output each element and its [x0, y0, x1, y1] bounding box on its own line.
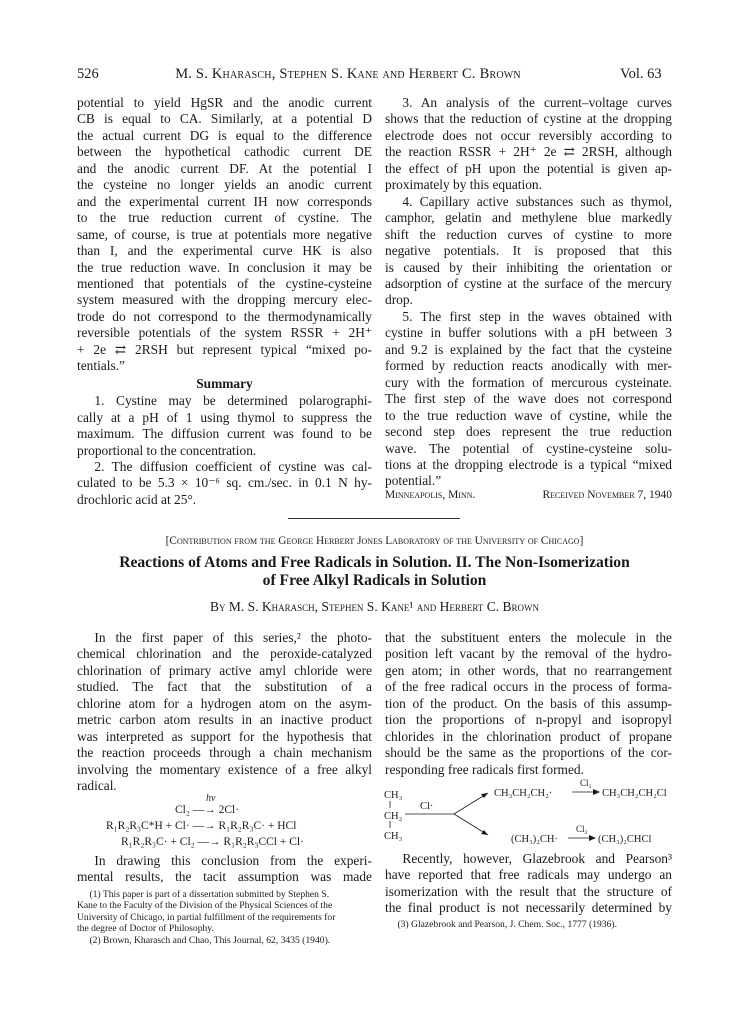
- footnote-line: (1) This paper is part of a dissertation submitted by Stephen S.: [89, 889, 330, 900]
- arrowhead-up-icon: [481, 793, 488, 798]
- article-title-line-1: Reactions of Atoms and Free Radicals in Solution. II. The Non-Isomerization: [119, 554, 630, 571]
- equation-3: R₁R₂R₃C· + Cl₂ —→ R₁R₂R₃CCl + Cl·: [121, 836, 304, 848]
- text-line: chlorides in the chlorination product of propane: [385, 728, 672, 744]
- top-left-column: [77, 95, 372, 508]
- text-line: the true reduction wave. In conclusion it may be: [77, 259, 372, 275]
- arrow-right-lower-icon: [589, 835, 596, 841]
- scheme-ch3-bottom: CH₃: [384, 831, 403, 842]
- text-line: metric carbon atom results in an inactive product: [77, 712, 372, 728]
- text-line: CB is equal to CA. Similarly, at a potential D: [77, 111, 372, 127]
- body-right-after: [385, 851, 672, 917]
- top-right-column: [385, 95, 672, 490]
- reaction-scheme: [380, 775, 675, 847]
- text-line: The first step of the wave does not correspond: [385, 391, 672, 407]
- summary-text: [77, 393, 372, 508]
- text-line: In drawing this conclusion from the experi-: [94, 853, 372, 868]
- text-line: chlorination of primary active amyl chloride were: [77, 662, 372, 678]
- text-line: mentioned that potentials of the cystine-cysteine: [77, 275, 372, 291]
- footnote-line: (2) Brown, Kharasch and Chao, This Journal, 62, 3435 (1940).: [89, 934, 331, 946]
- equation-2: R₁R₂R₃C*H + Cl· —→ R₁R₂R₃C· + HCl: [106, 820, 297, 832]
- text-line: drop.: [385, 292, 413, 308]
- text-line: the effect of pH upon the potential is given ap-: [385, 160, 672, 176]
- text-line: to the true reduction current of cystine. The: [77, 210, 372, 226]
- text-line: reversible potentials of the system RSSR + 2H⁺: [77, 325, 372, 341]
- text-line: and the experimental current IH now corresponds: [77, 193, 372, 209]
- text-line: proximately by this equation.: [385, 177, 542, 193]
- summary-line: proportional to the concentration.: [77, 442, 257, 458]
- text-line: system measured with the dropping mercury elec-: [77, 292, 372, 308]
- text-line: the actual current DG is equal to the difference: [77, 127, 372, 143]
- scheme-ch3-top: CH₃: [384, 790, 403, 801]
- summary-line: drochloric acid at 25°.: [77, 491, 197, 507]
- scheme-cl-radical: Cl·: [420, 801, 434, 812]
- scheme-lower-radical: (CH₃)₂CH·: [511, 834, 558, 845]
- text-line: In the first paper of this series,² the photo-: [94, 630, 372, 645]
- scheme-cl2-lower: Cl₂: [576, 824, 588, 834]
- article-title: [77, 554, 672, 590]
- text-line: negative potentials. It is proposed that this: [385, 243, 672, 259]
- received-date: Received November 7, 1940: [542, 489, 672, 501]
- text-line: 3. An analysis of the current–voltage curves: [402, 95, 672, 110]
- arrow-right-upper-icon: [593, 789, 600, 795]
- text-line: cury with the formation of mercurous cysteinate.: [385, 374, 672, 390]
- place: Minneapolis, Minn.: [385, 489, 476, 501]
- summary-heading: Summary: [196, 375, 253, 391]
- body-right-after-text: [385, 851, 672, 917]
- text-line: the reaction proceeds through a chain mechanism: [77, 745, 372, 761]
- summary-line: 2. The diffusion coefficient of cystine was cal-: [94, 458, 372, 474]
- footnotes-right: [385, 919, 672, 930]
- text-line: of the free radical occurs in the process of forma-: [385, 679, 672, 695]
- text-line: Recently, however, Glazebrook and Pearson³: [402, 851, 672, 866]
- equation-1: Cl₂ —→ 2Cl·: [175, 804, 240, 816]
- footnote-line: (3) Glazebrook and Pearson, J. Chem. Soc., 1777 (1936).: [397, 919, 618, 930]
- text-line: shows that the reduction of cystine at the dropping: [385, 111, 672, 127]
- body-right-text: [385, 630, 672, 778]
- text-line: that the substituent enters the molecule in the: [385, 630, 672, 645]
- text-line: is caused by their inhibiting the orientation or: [385, 259, 672, 275]
- scheme-ch2: CH₂: [384, 811, 403, 822]
- page-number: 526: [77, 66, 99, 82]
- summary-line: cally at a pH of 1 using thymol to suppress the: [77, 409, 372, 425]
- scheme-upper-product: CH₃CH₂CH₂Cl: [602, 788, 667, 799]
- contribution-line: [Contribution from the George Herbert Jones Laboratory of the University of Chicago]: [165, 535, 584, 547]
- footnote-line: the degree of Doctor of Philosophy.: [77, 923, 214, 935]
- text-line: trode do not correspond to the thermodynamically: [77, 308, 372, 324]
- text-line: 4. Capillary active substances such as thymol,: [402, 193, 672, 209]
- text-line: mental results, the tacit assumption was made: [77, 869, 372, 885]
- arrowhead-down-icon: [481, 830, 488, 835]
- text-line: have reported that free radicals may undergo an: [385, 867, 672, 883]
- byline: By M. S. Kharasch, Stephen S. Kane¹ and Herbert C. Brown: [210, 599, 539, 614]
- top-right-text: [385, 95, 672, 490]
- text-line: should be the same as the proportions of the cor-: [385, 745, 672, 761]
- summary-line: maximum. The diffusion current was found to be: [77, 426, 372, 442]
- text-line: gen atom; in other words, that no rearrangement: [385, 662, 672, 678]
- text-line: than I, and the experimental curve HK is also: [77, 243, 372, 259]
- text-line: was interpreted as support for the hypothesis that: [77, 728, 372, 744]
- text-line: tions at the dropping electrode is a typical “mixed: [385, 456, 672, 472]
- article-title-line-2: of Free Alkyl Radicals in Solution: [262, 572, 487, 589]
- body-right-column: [385, 630, 672, 778]
- text-line: the reaction RSSR + 2H⁺ 2e ⇄ 2RSH, although: [385, 144, 672, 160]
- body-left-column: [77, 630, 372, 795]
- footnote-line: University of Chicago, in partial fulfillment of the requirements for: [77, 911, 336, 923]
- text-line: cystine in buffer solutions with a pH between 3: [385, 325, 672, 341]
- text-line: potential.”: [385, 473, 442, 489]
- scheme-upper-radical: CH₃CH₂CH₂·: [494, 788, 553, 799]
- text-line: chlorine atom for a hydrogen atom on the asym-: [77, 695, 372, 711]
- text-line: the final product is not necessarily determined by: [385, 900, 672, 916]
- text-line: tion of the product. On the basis of this assump-: [385, 695, 672, 711]
- text-line: 5. The first step in the waves obtained with: [402, 308, 672, 324]
- body-left-after-text: [77, 853, 372, 886]
- scheme-cl2-upper: Cl₂: [580, 778, 592, 788]
- text-line: between the hypothetical cathodic current DE: [77, 144, 372, 160]
- hv-label: hν: [206, 793, 216, 804]
- summary-line: 1. Cystine may be determined polarographi-: [94, 393, 372, 409]
- text-line: isomerization with the result that the structure of: [385, 883, 672, 899]
- text-line: radical.: [77, 778, 117, 794]
- text-line: adsorption of cystine at the surface of the mercury: [385, 275, 672, 291]
- text-line: + 2e ⇄ 2RSH but represent typical “mixed po-: [77, 341, 372, 357]
- text-line: the cysteine no longer yields an anodic current: [77, 177, 372, 193]
- body-left-text: [77, 630, 372, 795]
- text-line: shift the reduction curves of cystine to more: [385, 226, 672, 242]
- text-line: to the true reduction wave of cystine, while the: [385, 407, 672, 423]
- text-line: and the anodic current DF. At the potential I: [77, 160, 372, 176]
- text-line: potential to yield HgSR and the anodic current: [77, 95, 372, 110]
- text-line: tentials.”: [77, 358, 125, 374]
- text-line: studied. The fact that the substitution of a: [77, 679, 372, 695]
- top-left-text: [77, 95, 372, 375]
- text-line: position left vacant by the removal of the hydro-: [385, 646, 672, 662]
- text-line: wave. The potential of cystine-cysteine solu-: [385, 440, 672, 456]
- text-line: electrode does not occur reversibly according to: [385, 127, 672, 143]
- text-line: responding free radicals first formed.: [385, 761, 584, 777]
- text-line: formed by reduction reacts anodically with mer-: [385, 358, 672, 374]
- footnotes-left: [77, 889, 372, 946]
- running-title: M. S. Kharasch, Stephen S. Kane and Herbert C. Brown: [175, 66, 521, 82]
- volume-number: Vol. 63: [620, 66, 662, 82]
- text-line: same, of course, is true at potentials more negative: [77, 226, 372, 242]
- text-line: and 9.2 is explained by the fact that the cysteine: [385, 341, 672, 357]
- section-rule: [288, 518, 460, 519]
- text-line: camphor, gelatin and methylene blue markedly: [385, 210, 672, 226]
- summary-line: culated to be 5.3 × 10⁻⁶ sq. cm./sec. in 0.1 N hy-: [77, 475, 372, 491]
- body-left-after: [77, 853, 372, 886]
- text-line: tion the proportions of n-propyl and isopropyl: [385, 712, 672, 728]
- text-line: second step does represent the true reduction: [385, 424, 672, 440]
- text-line: chemical chlorination and the peroxide-catalyzed: [77, 646, 372, 662]
- scheme-lower-product: (CH₃)₂CHCl: [598, 834, 652, 845]
- footnote-line: Kane to the Faculty of the Division of the Physical Sciences of the: [77, 900, 333, 912]
- text-line: involving the momentary existence of a free alkyl: [77, 761, 372, 777]
